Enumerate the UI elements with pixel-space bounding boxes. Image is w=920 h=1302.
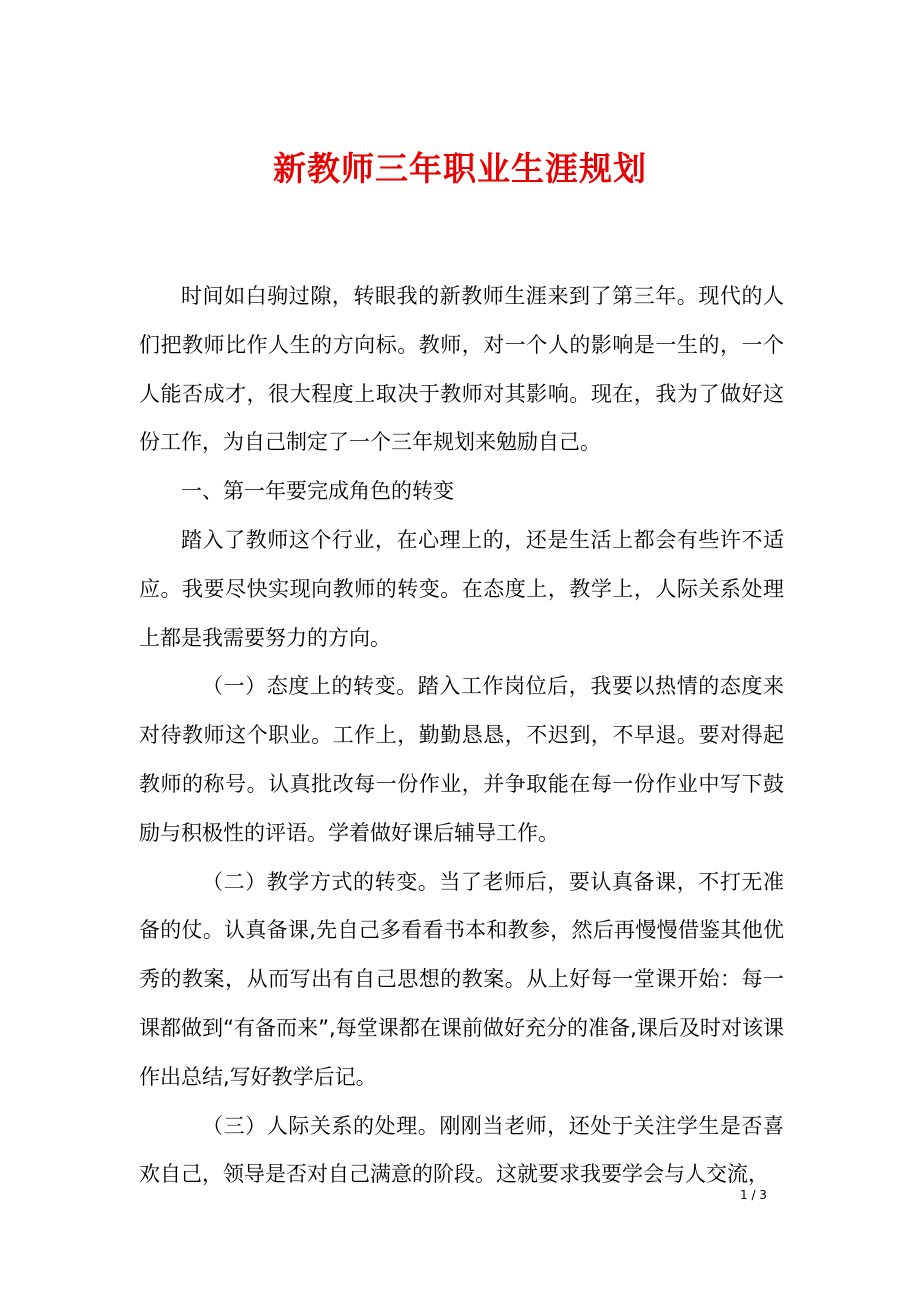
document-body [139, 272, 784, 1199]
paragraph-intro: 时间如白驹过隙，转眼我的新教师生涯来到了第三年。现代的人们把教师比作人生的方向标。教师，对一个人的影响是一生的，一个人能否成才，很大程度上取决于教师对其影响。现在，我为了做好这份工作，为自己制定了一个三年规划来勉励自己。 [139, 284, 784, 455]
paragraph-attitude: （一）态度上的转变。踏入工作岗位后，我要以热情的态度来对待教师这个职业。工作上，勤勤恳恳，不迟到，不早退。要对得起教师的称号。认真批改每一份作业，并争取能在每一份作业中写下鼓励与积极性的评语。学着做好课后辅导工作。 [139, 674, 784, 845]
document-title: 新教师三年职业生涯规划 [273, 149, 647, 188]
paragraph-year-one: 踏入了教师这个行业，在心理上的，还是生活上都会有些许不适应。我要尽快实现向教师的转变。在态度上，教学上，人际关系处理上都是我需要努力的方向。 [139, 527, 784, 650]
section-heading-year-one: 一、第一年要完成角色的转变 [181, 479, 454, 504]
paragraph-teaching: （二）教学方式的转变。当了老师后，要认真备课，不打无准备的仗。认真备课,先自己多看看书本和教参，然后再慢慢借鉴其他优秀的教案，从而写出有自己思想的教案。从上好每一堂课开始：每一课都做到“有备而来”,每堂课都在课前做好充分的准备,课后及时对该课作出总结,写好教学后记。 [139, 869, 784, 1089]
paragraph-relations: （三）人际关系的处理。刚刚当老师，还处于关注学生是否喜欢自己，领导是否对自己满意的阶段。这就要求我要学会与人交流， [139, 1113, 784, 1187]
page-number: 1 / 3 [740, 1188, 767, 1202]
